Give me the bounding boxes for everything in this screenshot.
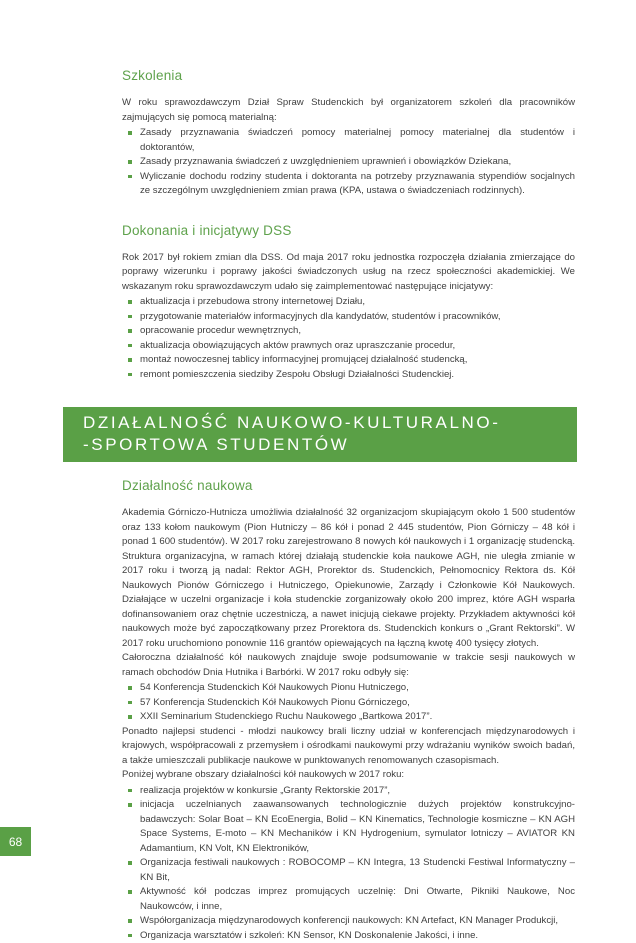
bullet-text: Wyliczanie dochodu rodziny studenta i doktoranta na potrzeby przyznawania stypendiów socjalnych ze szczególnym uwzględnieniem zmian prawa (KPA, ustawa o świadczeniach rodzinnych). [140,171,575,197]
bullet-item [122,710,575,725]
bullet-item [122,310,575,325]
dokonania-bullet-list [122,295,575,382]
szkolenia-bullet-list [122,126,575,199]
bullet-square-icon [128,315,132,319]
naukowa-paragraph-3: Ponadto najlepsi studenci - młodzi naukowcy brali liczny udział w konferencjach międzynarodowych i krajowych, współpracowali z przemysłem i ośrodkami naukowymi przy wdrażaniu wyników swoich badań, a także umieszczali publikacje naukowe w punktowanych renomowanych czasopismach. [122,725,575,769]
bullet-item [122,324,575,339]
banner-line2: -SPORTOWA STUDENTÓW [83,435,349,454]
bullet-text: Zasady przyznawania świadczeń z uwzględnieniem uprawnień i obowiązków Dziekana, [140,156,511,167]
bullet-square-icon [128,373,132,377]
dokonania-intro: Rok 2017 był rokiem zmian dla DSS. Od maja 2017 roku jednostka rozpoczęła działania zmierzające do poprawy wizerunku i poprawy jakości świadczonych usług na rzecz społeczności akademickiej. We wskazanym roku sprawozdawczym udało się zaimplementować następujące inicjatywy: [122,251,575,295]
bullet-item [122,170,575,199]
naukowa-bullet-list-2 [122,784,575,943]
szkolenia-heading: Szkolenia [122,68,575,83]
bullet-text: Aktywność kół podczas imprez promujących uczelnię: Dni Otwarte, Pikniki Naukowe, Noc Naukowców, i inne, [140,886,575,912]
bullet-text: realizacja projektów w konkursie „Granty Rektorskie 2017”, [140,785,390,796]
bullet-item [122,914,575,929]
bullet-item [122,798,575,856]
bullet-text: aktualizacja obowiązujących aktów prawnych oraz upraszczanie procedur, [140,340,455,351]
bullet-item [122,339,575,354]
bullet-text: Współorganizacja międzynarodowych konferencji naukowych: KN Artefact, KN Manager Produkcji, [140,915,558,926]
naukowa-paragraph-2: Całoroczna działalność kół naukowych znajduje swoje podsumowanie w trakcie sesji naukowych w ramach obchodów Dnia Hutnika i Barbórki. W 2017 roku odbyły się: [122,651,575,680]
bullet-square-icon [128,344,132,348]
dokonania-heading: Dokonania i inicjatywy DSS [122,223,575,238]
bullet-text: inicjacja uczelnianych zaawansowanych technologicznie dużych projektów konstrukcyjno-badawczych: Solar Boat – KN EcoEnergia, Bolid – KN Kinematics, Technologie kosmiczne – KN AGH Space Systems, E-moto – KN Mechaników i KN Hydrogenium, symulator lotniczy – AVIATOR KN Adamantium, KN Volt, KN Elektroników, [140,799,575,854]
szkolenia-intro: W roku sprawozdawczym Dział Spraw Studenckich był organizatorem szkoleń dla pracowników zajmujących się pomocą materialną: [122,96,575,125]
bullet-square-icon [128,329,132,333]
bullet-square-icon [128,803,132,807]
bullet-item [122,295,575,310]
bullet-square-icon [128,175,132,179]
bullet-text: montaż nowoczesnej tablicy informacyjnej promującej działalność studencką, [140,354,467,365]
bullet-text: Organizacja warsztatów i szkoleń: KN Sensor, KN Doskonalenie Jakości, i inne. [140,930,478,941]
bullet-square-icon [128,131,132,135]
bullet-text: remont pomieszczenia siedziby Zespołu Obsługi Działalności Studenckiej. [140,369,454,380]
bullet-square-icon [128,934,132,938]
bullet-square-icon [128,789,132,793]
naukowa-bullet-list-1 [122,681,575,725]
bullet-item [122,696,575,711]
bullet-item [122,353,575,368]
bullet-text: aktualizacja i przebudowa strony internetowej Działu, [140,296,365,307]
bullet-square-icon [128,160,132,164]
bullet-square-icon [128,861,132,865]
bullet-square-icon [128,919,132,923]
bullet-square-icon [128,701,132,705]
page-number-badge [0,827,31,856]
bullet-square-icon [128,715,132,719]
bullet-text: XXII Seminarium Studenckiego Ruchu Naukowego „Bartkowa 2017”. [140,711,432,722]
bullet-item [122,929,575,943]
naukowa-paragraph-1: Akademia Górniczo-Hutnicza umożliwia działalność 32 organizacjom skupiającym około 1 500 studentów oraz 133 kołom naukowym (Pion Hutniczy – 86 kół i ponad 2 445 studentów, Pion Górniczy – 48 kół i ponad 1 600 studentów). W 2017 roku zarejestrowano 8 nowych kół naukowych i 1 organizację studencką. Struktura organizacyjna, w ramach której działają studenckie koła naukowe AGH, nie uległa zmianie w 2017 roku i tworzą ją nadal: Rektor AGH, Prorektor ds. Studenckich, Pełnomocnicy Rektora ds. Kół Naukowych Pionów Górniczego i Hutniczego, Opiekunowie, Zarządy i Członkowie Kół Naukowych. Działające w uczelni organizacje i koła studenckie zorganizowały około 200 imprez, które AGH wsparła dofinansowaniem oraz chętnie uczestniczą, a nawet inicjują ciekawe projekty. Przykładem aktywności kół naukowych może być zapoczątkowany przez Prorektora ds. Studenckich konkurs o „Grant Rektorski”. W 2017 roku uruchomiono ponownie 116 grantów opiewających na łączną kwotę 400 tysięcy złotych. [122,506,575,651]
bullet-square-icon [128,890,132,894]
bullet-text: 57 Konferencja Studenckich Kół Naukowych Pionu Górniczego, [140,697,410,708]
bullet-text: 54 Konferencja Studenckich Kół Naukowych Pionu Hutniczego, [140,682,409,693]
naukowa-heading: Działalność naukowa [122,478,575,493]
bullet-text: Organizacja festiwali naukowych : ROBOCOMP – KN Integra, 13 Studencki Festiwal Informatyczny – KN Bit, [140,857,575,883]
bullet-item [122,126,575,155]
bullet-square-icon [128,358,132,362]
bullet-item [122,368,575,383]
banner-line1: DZIAŁALNOŚĆ NAUKOWO-KULTURALNO- [83,413,501,432]
page-number: 68 [9,835,22,849]
bullet-square-icon [128,686,132,690]
chapter-banner [63,407,577,462]
bullet-item [122,681,575,696]
bullet-text: przygotowanie materiałów informacyjnych dla kandydatów, studentów i pracowników, [140,311,500,322]
bullet-square-icon [128,300,132,304]
bullet-item [122,784,575,799]
bullet-item [122,155,575,170]
bullet-text: opracowanie procedur wewnętrznych, [140,325,301,336]
naukowa-paragraph-4: Poniżej wybrane obszary działalności kół naukowych w 2017 roku: [122,768,575,783]
bullet-text: Zasady przyznawania świadczeń pomocy materialnej pomocy materialnej dla studentów i doktorantów, [140,127,575,153]
bullet-item [122,856,575,885]
